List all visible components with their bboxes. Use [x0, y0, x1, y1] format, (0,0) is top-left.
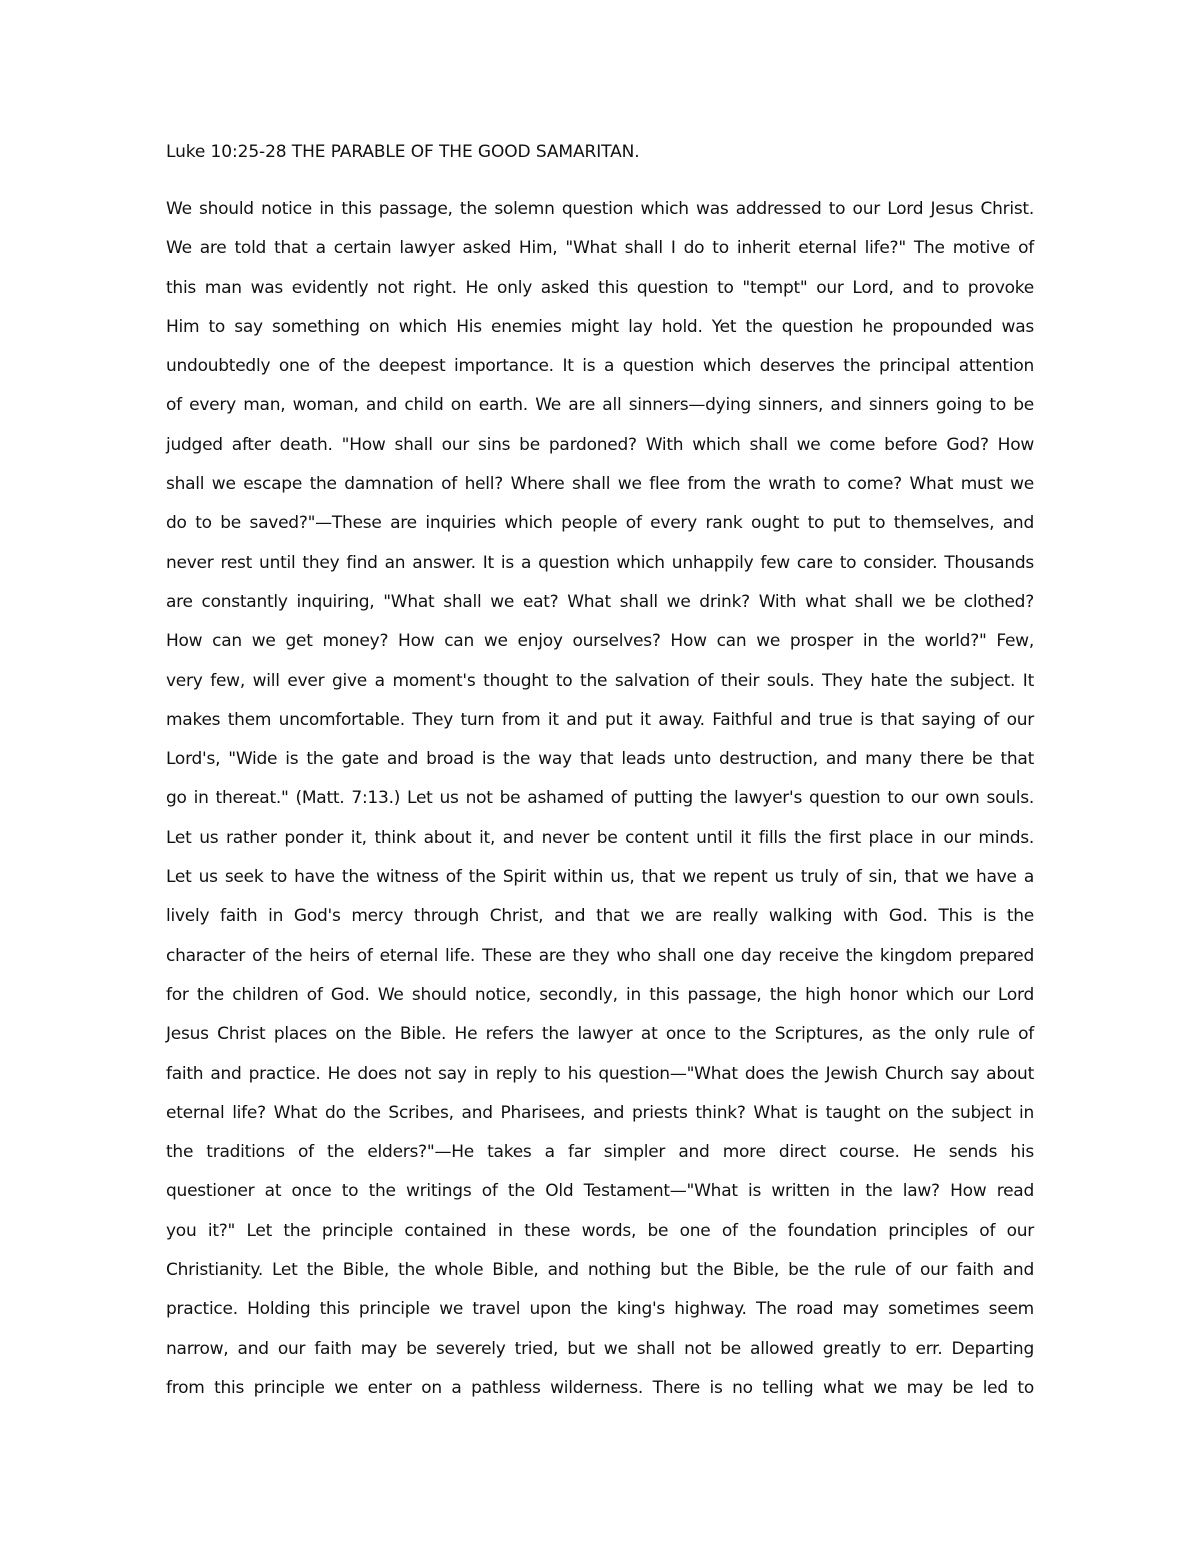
body-line: Christianity. Let the Bible, the whole Bible, and nothing but the Bible, be the rule of our faith and: [166, 1260, 1034, 1281]
body-line: Lord's, "Wide is the gate and broad is the way that leads unto destruction, and many there be that: [166, 749, 1034, 770]
document-body: [166, 196, 1034, 1414]
body-line: narrow, and our faith may be severely tried, but we shall not be allowed greatly to err. Departing: [166, 1338, 1034, 1359]
body-line: for the children of God. We should notice, secondly, in this passage, the high honor which our Lord: [166, 984, 1034, 1005]
body-line: from this principle we enter on a pathless wilderness. There is no telling what we may be led to: [166, 1377, 1034, 1398]
body-line: Jesus Christ places on the Bible. He refers the lawyer at once to the Scriptures, as the only rule of: [166, 1024, 1034, 1045]
body-line: lively faith in God's mercy through Christ, and that we are really walking with God. This is the: [166, 906, 1034, 927]
body-line: Him to say something on which His enemies might lay hold. Yet the question he propounded was: [166, 316, 1034, 337]
body-line: questioner at once to the writings of the Old Testament—"What is written in the law? How read: [166, 1181, 1034, 1202]
document-title: Luke 10:25-28 THE PARABLE OF THE GOOD SAMARITAN.: [166, 142, 640, 162]
body-line: the traditions of the elders?"—He takes a far simpler and more direct course. He sends his: [166, 1142, 1034, 1163]
body-line: never rest until they find an answer. It is a question which unhappily few care to consider. Thousands: [166, 552, 1034, 573]
body-line: We are told that a certain lawyer asked Him, "What shall I do to inherit eternal life?" The motive of: [166, 238, 1034, 259]
body-line: eternal life? What do the Scribes, and Pharisees, and priests think? What is taught on the subject in: [166, 1102, 1034, 1123]
body-line: practice. Holding this principle we travel upon the king's highway. The road may sometimes seem: [166, 1299, 1034, 1320]
body-line: this man was evidently not right. He only asked this question to "tempt" our Lord, and to provoke: [166, 277, 1034, 298]
body-line: undoubtedly one of the deepest importance. It is a question which deserves the principal attention: [166, 356, 1034, 377]
body-line: of every man, woman, and child on earth. We are all sinners—dying sinners, and sinners going to be: [166, 395, 1034, 416]
body-line: judged after death. "How shall our sins be pardoned? With which shall we come before God? How: [166, 434, 1034, 455]
body-line: shall we escape the damnation of hell? Where shall we flee from the wrath to come? What must we: [166, 474, 1034, 495]
body-line: How can we get money? How can we enjoy ourselves? How can we prosper in the world?" Few,: [166, 631, 1034, 652]
body-line: We should notice in this passage, the solemn question which was addressed to our Lord Jesus Christ.: [166, 199, 1034, 219]
body-line: makes them uncomfortable. They turn from it and put it away. Faithful and true is that saying of our: [166, 709, 1034, 730]
body-line: character of the heirs of eternal life. These are they who shall one day receive the kingdom prepared: [166, 945, 1034, 966]
body-line: very few, will ever give a moment's thought to the salvation of their souls. They hate the subject. It: [166, 670, 1034, 691]
body-line: Let us rather ponder it, think about it, and never be content until it fills the first place in our minds.: [166, 827, 1034, 848]
body-line: Let us seek to have the witness of the Spirit within us, that we repent us truly of sin, that we have a: [166, 867, 1034, 888]
body-line: are constantly inquiring, "What shall we eat? What shall we drink? With what shall we be clothed?: [166, 591, 1034, 612]
body-line: do to be saved?"—These are inquiries which people of every rank ought to put to themselves, and: [166, 513, 1034, 534]
body-line: go in thereat." (Matt. 7:13.) Let us not be ashamed of putting the lawyer's question to our own souls.: [166, 788, 1034, 809]
body-line: you it?" Let the principle contained in these words, be one of the foundation principles of our: [166, 1220, 1034, 1241]
body-line: faith and practice. He does not say in reply to his question—"What does the Jewish Church say about: [166, 1063, 1034, 1084]
